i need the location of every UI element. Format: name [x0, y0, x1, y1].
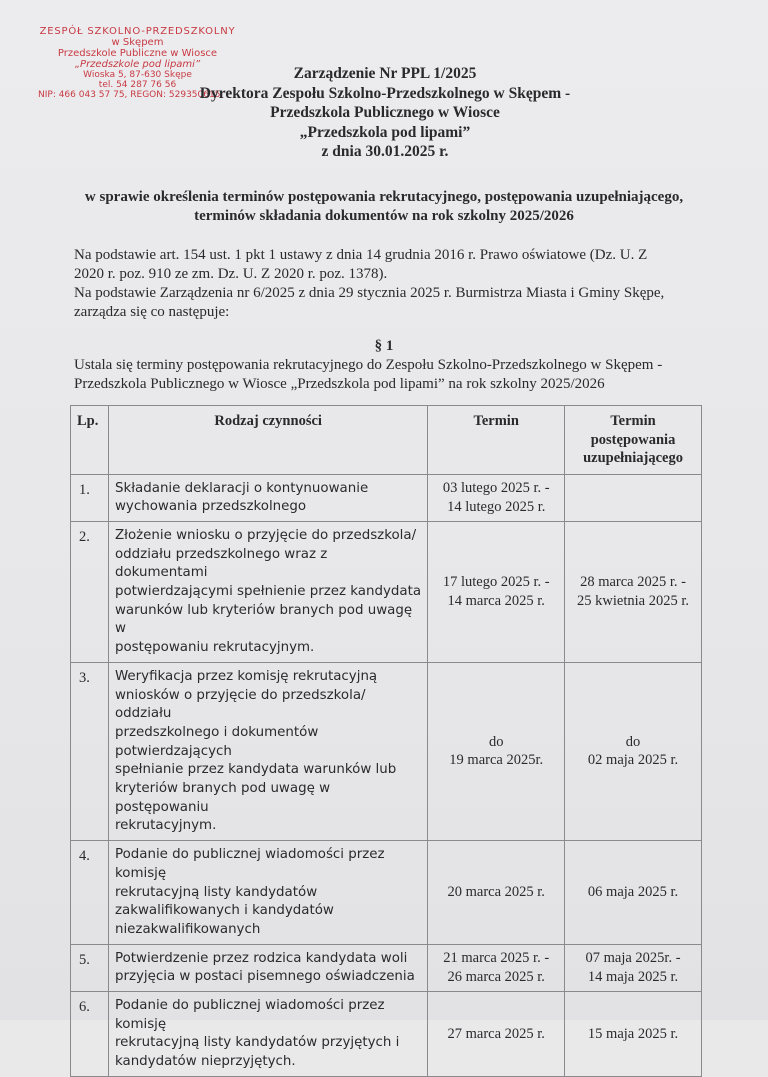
activity-line: Podanie do publicznej wiadomości przez komisję	[114, 847, 385, 881]
supplementary-line: 02 maja 2025 r.	[587, 752, 679, 769]
term-line: 26 marca 2025 r.	[447, 968, 545, 985]
heading-line: „Przedszkola pod lipami”	[299, 123, 471, 141]
row-activity	[108, 944, 427, 991]
row-term	[428, 521, 565, 662]
activity-line: kryteriów branych pod uwagę w postępowaniu	[114, 781, 331, 815]
section-line: Ustala się terminy postępowania rekrutacyjnego do Zespołu Szkolno-Przedszkolnego w Skępem -	[74, 357, 663, 373]
schedule-table	[70, 405, 702, 1077]
term-line: 20 marca 2025 r.	[447, 884, 545, 901]
activity-line: Składanie deklaracji o kontynuowanie	[114, 480, 369, 496]
subject-line: w sprawie określenia terminów postępowania rekrutacyjnego, postępowania uzupełniającego,	[84, 189, 684, 205]
supplementary-line: 15 maja 2025 r.	[587, 1025, 679, 1042]
row-lp: 3.	[71, 662, 109, 840]
row-term	[428, 841, 565, 945]
row-term	[428, 992, 565, 1077]
row-lp: 6.	[71, 992, 109, 1077]
term-line: 27 marca 2025 r.	[447, 1025, 545, 1042]
supplementary-line: 28 marca 2025 r. -	[580, 574, 686, 591]
activity-line: Podanie do publicznej wiadomości przez komisję	[114, 998, 385, 1032]
row-supplementary	[565, 662, 702, 840]
stamp-line: ZESPÓŁ SZKOLNO-PRZEDSZKOLNY	[39, 26, 236, 37]
term-line: do	[488, 733, 504, 750]
basis-line: Na podstawie art. 154 ust. 1 pkt 1 ustawy z dnia 14 grudnia 2016 r. Prawo oświatowe (Dz. U. Z	[74, 247, 648, 263]
header-supplementary-line: Termin	[610, 413, 656, 429]
row-term	[428, 474, 565, 521]
header-term: Termin	[428, 406, 565, 475]
term-line: 14 lutego 2025 r.	[447, 498, 546, 515]
stamp-line: Przedszkole Publiczne w Wiosce	[57, 48, 218, 59]
table-row	[71, 662, 702, 840]
row-lp: 1.	[71, 474, 109, 521]
basis-line: Na podstawie Zarządzenia nr 6/2025 z dnia 29 stycznia 2025 r. Burmistrza Miasta i Gminy Skępe,	[74, 285, 665, 301]
row-activity	[108, 521, 427, 662]
header-supplementary-line: postępowania	[590, 431, 676, 448]
activity-line: niezakwalifikowanych	[114, 921, 261, 937]
activity-line: rekrutacyjną listy kandydatów przyjętych i	[114, 1035, 400, 1051]
activity-line: rekrutacyjną listy kandydatów	[114, 884, 318, 900]
document-heading	[170, 64, 600, 162]
term-line: 17 lutego 2025 r. -	[442, 574, 550, 591]
activity-line: oddziału przedszkolnego wraz z dokumentami	[114, 546, 328, 581]
basis-line: zarządza się co następuje:	[74, 304, 230, 320]
table-row	[71, 521, 702, 662]
basis-line: 2020 r. poz. 910 ze zm. Dz. U. Z 2020 r. poz. 1378).	[74, 266, 388, 282]
row-supplementary	[565, 474, 702, 521]
activity-line: Złożenie wniosku o przyjęcie do przedszkola/	[114, 527, 417, 543]
table-row	[71, 944, 702, 991]
activity-line: wychowania przedszkolnego	[114, 499, 307, 515]
legal-basis	[74, 246, 714, 322]
table-row	[71, 474, 702, 521]
row-lp: 4.	[71, 841, 109, 945]
row-supplementary	[565, 944, 702, 991]
activity-line: warunków lub kryteriów branych pod uwagę w	[114, 602, 413, 637]
activity-line: przedszkolnego i dokumentów potwierdzających	[114, 724, 319, 759]
term-line: 19 marca 2025r.	[449, 752, 544, 769]
stamp-line: „Przedszkole pod lipami”	[74, 59, 201, 70]
row-activity	[108, 992, 427, 1077]
term-line: 03 lutego 2025 r. -	[442, 480, 550, 497]
row-activity	[108, 662, 427, 840]
row-supplementary	[565, 521, 702, 662]
activity-line: Potwierdzenie przez rodzica kandydata woli	[114, 950, 408, 966]
document-subject	[50, 188, 718, 226]
header-supplementary	[565, 406, 702, 475]
stamp-line: NIP: 466 043 57 75, REGON: 529350615	[38, 90, 221, 100]
header-lp: Lp.	[71, 406, 109, 475]
row-lp: 5.	[71, 944, 109, 991]
header-activity: Rodzaj czynności	[108, 406, 427, 475]
supplementary-line: do	[625, 733, 641, 750]
heading-line: Dyrektora Zespołu Szkolno-Przedszkolnego w Skępem -	[199, 84, 571, 102]
activity-line: postępowaniu rekrutacyjnym.	[114, 640, 315, 656]
activity-line: przyjęcia w postaci pisemnego oświadczenia	[114, 969, 415, 985]
row-supplementary	[565, 841, 702, 945]
table-row	[71, 841, 702, 945]
table-header-row	[71, 406, 702, 475]
heading-line: Przedszkola Publicznego w Wiosce	[270, 104, 500, 121]
stamp-line: Wioska 5, 87-630 Skępe	[83, 70, 192, 80]
section-line: Przedszkola Publicznego w Wiosce „Przedszkola pod lipami” na rok szkolny 2025/2026	[74, 376, 605, 392]
supplementary-line: 25 kwietnia 2025 r.	[577, 592, 690, 609]
row-lp: 2.	[71, 521, 109, 662]
row-activity	[108, 841, 427, 945]
row-activity	[108, 474, 427, 521]
activity-line: spełnianie przez kandydata warunków lub	[114, 762, 397, 778]
header-supplementary-line: uzupełniającego	[583, 450, 683, 466]
table-row	[71, 992, 702, 1077]
term-line: 21 marca 2025 r. -	[443, 950, 550, 967]
heading-line: Zarządzenie Nr PPL 1/2025	[293, 65, 477, 82]
activity-line: potwierdzającymi spełnienie przez kandydata	[114, 584, 422, 600]
row-term	[428, 662, 565, 840]
supplementary-line: 14 maja 2025 r.	[587, 968, 679, 985]
stamp-line: tel. 54 287 76 56	[98, 80, 177, 90]
stamp-line: w Skępem	[111, 37, 164, 48]
activity-line: kandydatów nieprzyjętych.	[114, 1054, 296, 1070]
subject-line: terminów składania dokumentów na rok szkolny 2025/2026	[194, 208, 574, 224]
heading-line: z dnia 30.01.2025 r.	[321, 143, 449, 160]
section-intro	[74, 356, 714, 394]
supplementary-line: 07 maja 2025r. -	[585, 950, 681, 967]
activity-line: wniosków o przyjęcie do przedszkola/ oddziału	[114, 687, 366, 722]
activity-line: rekrutacyjnym.	[114, 818, 217, 834]
supplementary-line: 06 maja 2025 r.	[587, 884, 679, 901]
section-mark: § 1	[374, 338, 394, 354]
term-line: 14 marca 2025 r.	[447, 592, 545, 609]
activity-line: zakwalifikowanych i kandydatów	[114, 903, 334, 919]
row-term	[428, 944, 565, 991]
activity-line: Weryfikacja przez komisję rekrutacyjną	[114, 668, 378, 684]
row-supplementary	[565, 992, 702, 1077]
